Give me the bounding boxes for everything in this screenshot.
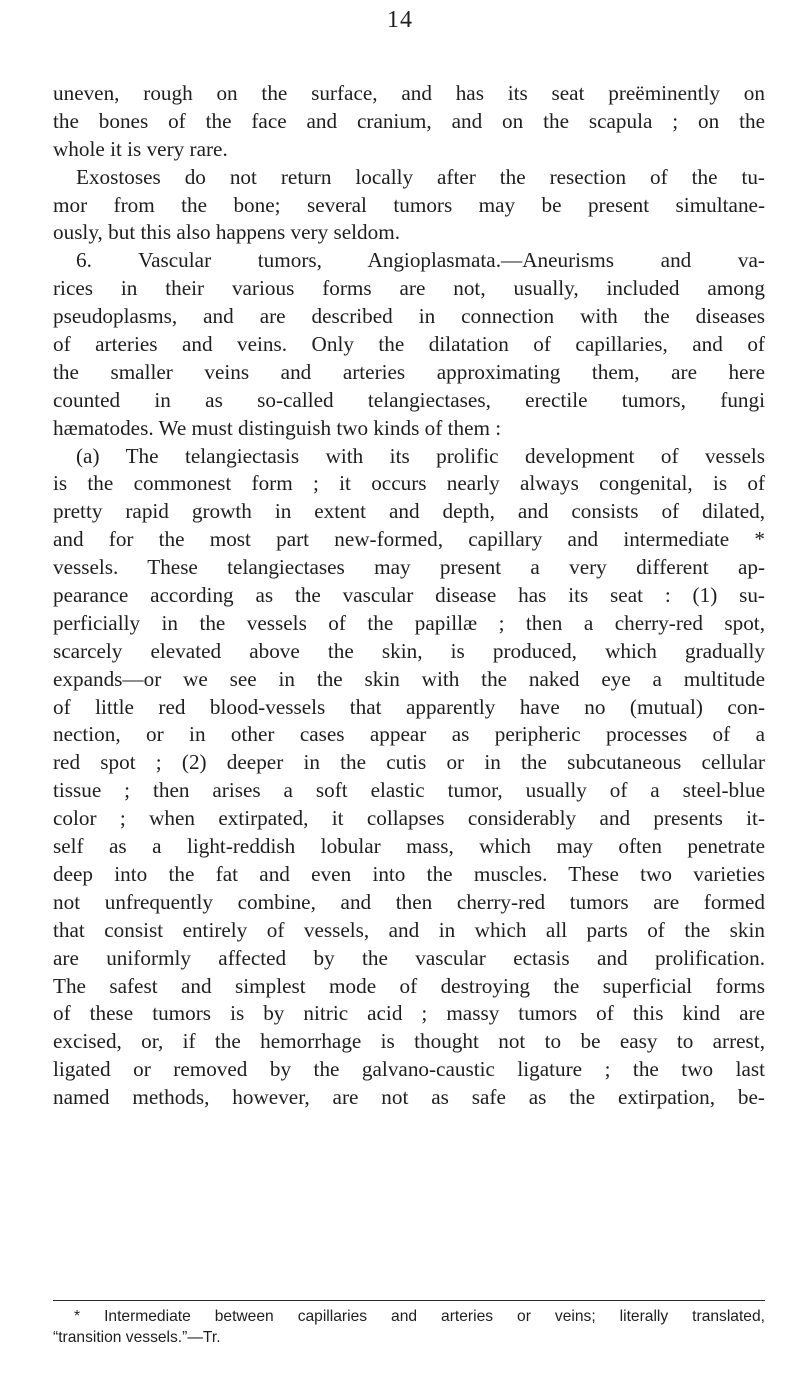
text-line: nection, or in other cases appear as peripheric processes of a [53, 722, 765, 747]
text-line: color ; when extirpated, it collapses considerably and presents it- [53, 806, 765, 831]
text-line: rices in their various forms are not, usually, included among [53, 276, 765, 301]
text-line: deep into the fat and even into the muscles. These two varieties [53, 861, 765, 886]
text-line: is the commonest form ; it occurs nearly always congenital, is of [53, 471, 765, 496]
text-line: named methods, however, are not as safe as the extirpation, be- [53, 1085, 765, 1110]
text-line: counted in as so-called telangiectases, erectile tumors, fungi [53, 387, 765, 412]
text-line: the smaller veins and arteries approximating them, are here [53, 359, 765, 384]
text-line: whole it is very rare. [53, 136, 228, 161]
footnote-line: “transition vessels.”—Tr. [53, 1329, 221, 1346]
text-line: excised, or, if the hemorrhage is thought not to be easy to arrest, [53, 1029, 765, 1054]
paragraph-start-line: (a) The telangiectasis with its prolific development of vessels [76, 443, 765, 468]
text-line: perficially in the vessels of the papillæ ; then a cherry-red spot, [53, 610, 765, 635]
paragraph-start-line: Exostoses do not return locally after the resection of the tu- [76, 164, 765, 189]
text-line: of arteries and veins. Only the dilatation of capillaries, and of [53, 332, 765, 357]
text-line: that consist entirely of vessels, and in which all parts of the skin [53, 917, 765, 942]
text-line: ligated or removed by the galvano-caustic ligature ; the two last [53, 1057, 765, 1082]
text-line: pearance according as the vascular disease has its seat : (1) su- [53, 583, 765, 608]
text-line: expands—or we see in the skin with the naked eye a multitude [53, 666, 765, 691]
footnote [53, 1306, 765, 1348]
body-text [53, 80, 765, 1112]
text-line: not unfrequently combine, and then cherry-red tumors are formed [53, 889, 765, 914]
text-line: are uniformly affected by the vascular ectasis and prolification. [53, 945, 765, 970]
text-line: hæmatodes. We must distinguish two kinds of them : [53, 415, 502, 440]
text-line: the bones of the face and cranium, and on the scapula ; on the [53, 108, 765, 133]
text-line: ously, but this also happens very seldom. [53, 220, 401, 245]
text-line: pseudoplasms, and are described in connection with the diseases [53, 304, 765, 329]
text-line: pretty rapid growth in extent and depth, and consists of dilated, [53, 499, 765, 524]
text-line: self as a light-reddish lobular mass, which may often penetrate [53, 834, 765, 859]
text-line: red spot ; (2) deeper in the cutis or in the subcutaneous cellular [53, 750, 765, 775]
text-line: tissue ; then arises a soft elastic tumor, usually of a steel-blue [53, 778, 765, 803]
section-heading-line: 6. Vascular tumors, Angioplasmata.—Aneurisms and va- [76, 248, 765, 273]
text-line: vessels. These telangiectases may present a very different ap- [53, 555, 765, 580]
text-line: The safest and simplest mode of destroying the superficial forms [53, 973, 765, 998]
text-line: mor from the bone; several tumors may be present simultane- [53, 192, 765, 217]
text-line: uneven, rough on the surface, and has its seat preëminently on [53, 81, 765, 105]
text-line: of these tumors is by nitric acid ; massy tumors of this kind are [53, 1001, 765, 1026]
page-number: 14 [387, 7, 413, 33]
footnote-divider [53, 1300, 765, 1301]
text-line: of little red blood-vessels that apparently have no (mutual) con- [53, 694, 765, 719]
text-line: and for the most part new-formed, capillary and intermediate * [53, 527, 765, 552]
footnote-line: * Intermediate between capillaries and arteries or veins; literally translated, [74, 1308, 765, 1325]
text-line: scarcely elevated above the skin, is produced, which gradually [53, 638, 765, 663]
